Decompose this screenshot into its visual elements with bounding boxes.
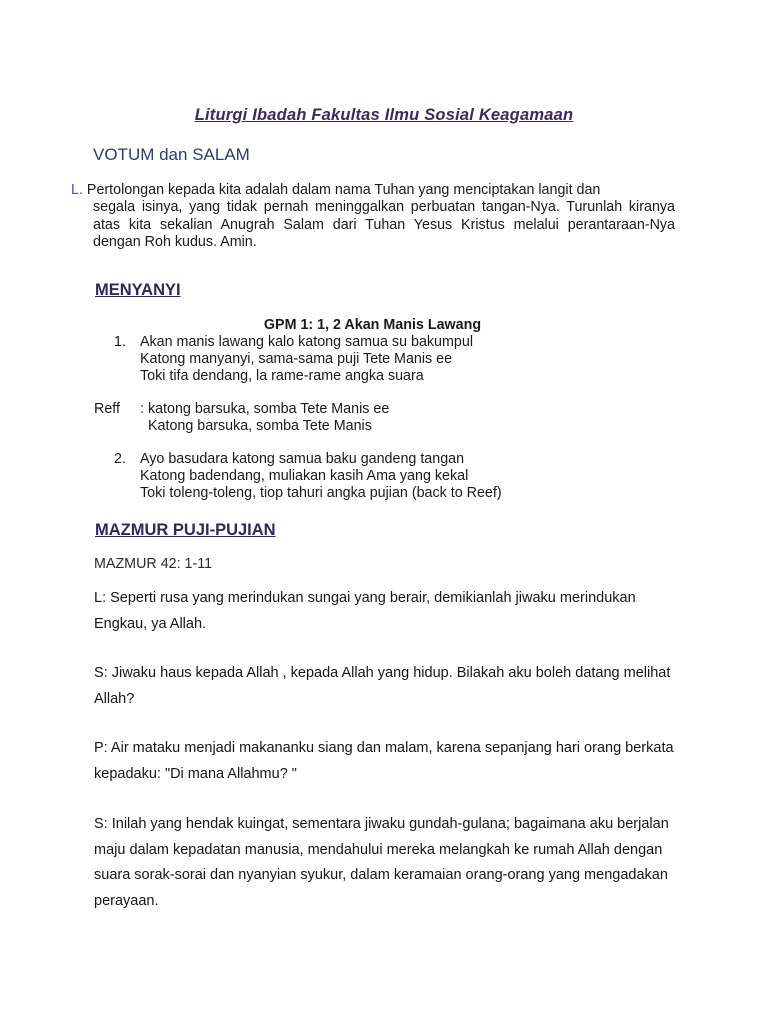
refrain-line: Katong barsuka, somba Tete Manis [148,418,372,434]
psalm-passage: P: Air mataku menjadi makananku siang dan malam, karena sepanjang hari orang berkata kepadaku: "Di mana Allahmu? " [94,740,674,782]
verse-line: Toki tifa dendang, la rame-rame angka suara [140,368,424,384]
psalm-passage: S: Jiwaku haus kepada Allah , kepada Allah yang hidup. Bilakah aku boleh datang melihat Allah? [94,665,671,707]
section-heading-menyanyi: MENYANYI [95,281,181,299]
document-title: Liturgi Ibadah Fakultas Ilmu Sosial Keagamaan [194,106,574,124]
psalm-passage: L: Seperti rusa yang merindukan sungai yang berair, demikianlah jiwaku merindukan Engkau, ya Allah. [94,590,636,632]
votum-text-continued: segala isinya, yang tidak pernah meninggalkan perbuatan tangan-Nya. Turunlah kiranya atas kita sekalian Anugrah Salam dari Tuhan Yesus Kristus melalui perantaraan-Nya dengan Roh kudus. Amin. [93,199,675,250]
psalm-reference: MAZMUR 42: 1-11 [94,556,213,572]
verse-line: Ayo basudara katong samua baku gandeng tangan [140,451,465,467]
section-heading-votum: VOTUM dan SALAM [93,145,250,164]
verse-number: 1. [114,334,126,350]
verse-line: Katong badendang, muliakan kasih Ama yang kekal [140,468,469,484]
refrain-line: : katong barsuka, somba Tete Manis ee [140,401,390,417]
psalm-passage: S: Inilah yang hendak kuingat, sementara jiwaku gundah-gulana; bagaimana aku berjalan maju dalam kepadatan manusia, mendahului mereka melangkah ke rumah Allah dengan suara sorak-sorai dan nyanyian syukur, dalam keramaian orang-orang yang mengadakan perayaan. [94,816,669,909]
leader-marker: L. [71,182,83,198]
verse-line: Toki toleng-toleng, tiop tahuri angka pujian (back to Reef) [140,485,502,501]
verse-line: Katong manyanyi, sama-sama puji Tete Manis ee [140,351,453,367]
section-heading-mazmur: MAZMUR PUJI-PUJIAN [95,521,276,539]
votum-text-first-line: Pertolongan kepada kita adalah dalam nama Tuhan yang menciptakan langit dan [86,182,601,198]
verse-number: 2. [114,451,126,467]
verse-line: Akan manis lawang kalo katong samua su bakumpul [140,334,473,350]
song-title: GPM 1: 1, 2 Akan Manis Lawang [263,317,482,333]
votum-paragraph [71,182,675,251]
refrain-label: Reff [94,401,120,417]
